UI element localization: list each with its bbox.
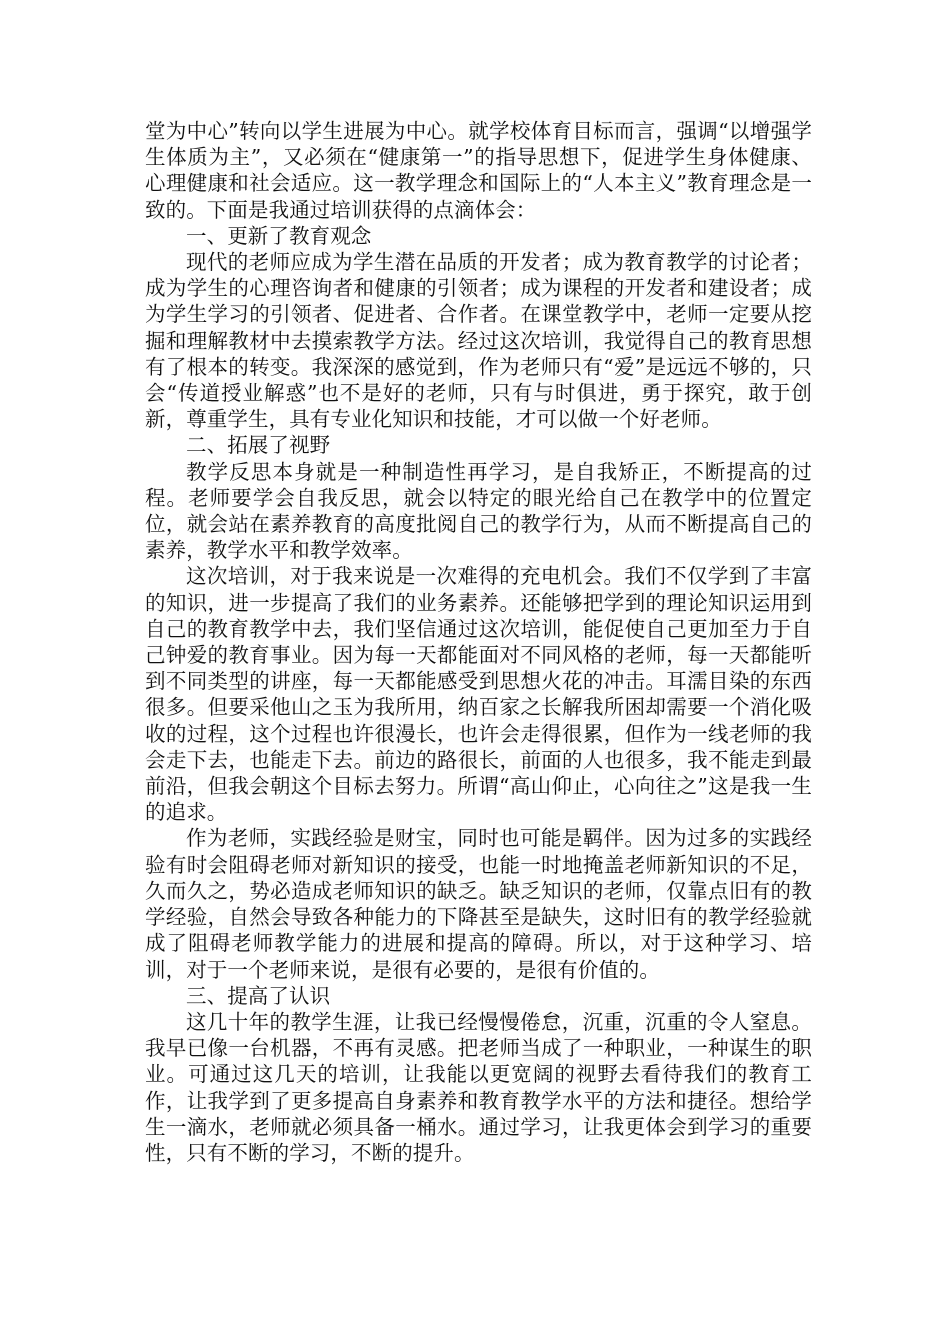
document-body <box>145 118 812 1166</box>
paragraph-5: 这几十年的教学生涯，让我已经慢慢倦怠，沉重，沉重的令人窒息。我早已像一台机器，不再有灵感。把老师当成了一种职业，一种谋生的职业。可通过这几天的培训，让我能以更宽阔的视野去看待我们的教育工作，让我学到了更多提高自身素养和教育教学水平的方法和捷径。想给学生一滴水，老师就必须具备一桶水。通过学习，让我更体会到学习的重要性，只有不断的学习，不断的提升。 <box>145 1009 812 1165</box>
paragraph-2: 教学反思本身就是一种制造性再学习，是自我矫正，不断提高的过程。老师要学会自我反思，就会以特定的眼光给自己在教学中的位置定位，就会站在素养教育的高度批阅自己的教学行为，从而不断提高自己的素养，教学水平和教学效率。 <box>145 459 812 563</box>
paragraph-3: 这次培训，对于我来说是一次难得的充电机会。我们不仅学到了丰富的知识，进一步提高了我们的业务素养。还能够把学到的理论知识运用到自己的教育教学中去，我们坚信通过这次培训，能促使自己更加至力于自己钟爱的教育事业。因为每一天都能面对不同风格的老师，每一天都能听到不同类型的讲座，每一天都能感受到思想火花的冲击。耳濡目染的东西很多。但要采他山之玉为我所用，纳百家之长解我所困却需要一个消化吸收的过程，这个过程也许很漫长，也许会走得很累，但作为一线老师的我会走下去，也能走下去。前边的路很长，前面的人也很多，我不能走到最前沿，但我会朝这个目标去努力。所谓“高山仰止，心向往之”这是我一生的追求。 <box>145 564 812 825</box>
paragraph-intro: 堂为中心”转向以学生进展为中心。就学校体育目标而言，强调“以增强学生体质为主”，又必须在“健康第一”的指导思想下，促进学生身体健康、心理健康和社会适应。这一教学理念和国际上的“人本主义”教育理念是一致的。下面是我通过培训获得的点滴体会： <box>145 119 812 222</box>
section-heading-2: 二、拓展了视野 <box>186 433 331 458</box>
section-heading-1: 一、更新了教育观念 <box>186 223 372 248</box>
section-heading-3: 三、提高了认识 <box>186 983 331 1008</box>
paragraph-1: 现代的老师应成为学生潜在品质的开发者；成为教育教学的讨论者；成为学生的心理咨询者和健康的引领者；成为课程的开发者和建设者；成为学生学习的引领者、促进者、合作者。在课堂教学中，老师一定要从挖掘和理解教材中去摸索教学方法。经过这次培训，我觉得自己的教育思想有了根本的转变。我深深的感觉到，作为老师只有“爱”是远远不够的，只会“传道授业解惑”也不是好的老师，只有与时俱进，勇于探究，敢于创新，尊重学生，具有专业化知识和技能，才可以做一个好老师。 <box>145 250 812 432</box>
paragraph-4: 作为老师，实践经验是财宝，同时也可能是羁伴。因为过多的实践经验有时会阻碍老师对新知识的接受，也能一时地掩盖老师新知识的不足，久而久之，势必造成老师知识的缺乏。缺乏知识的老师，仅靠点旧有的教学经验，自然会导致各种能力的下降甚至是缺失，这时旧有的教学经验就成了阻碍老师教学能力的进展和提高的障碍。所以，对于这种学习、培训，对于一个老师来说，是很有必要的，是很有价值的。 <box>145 826 812 982</box>
